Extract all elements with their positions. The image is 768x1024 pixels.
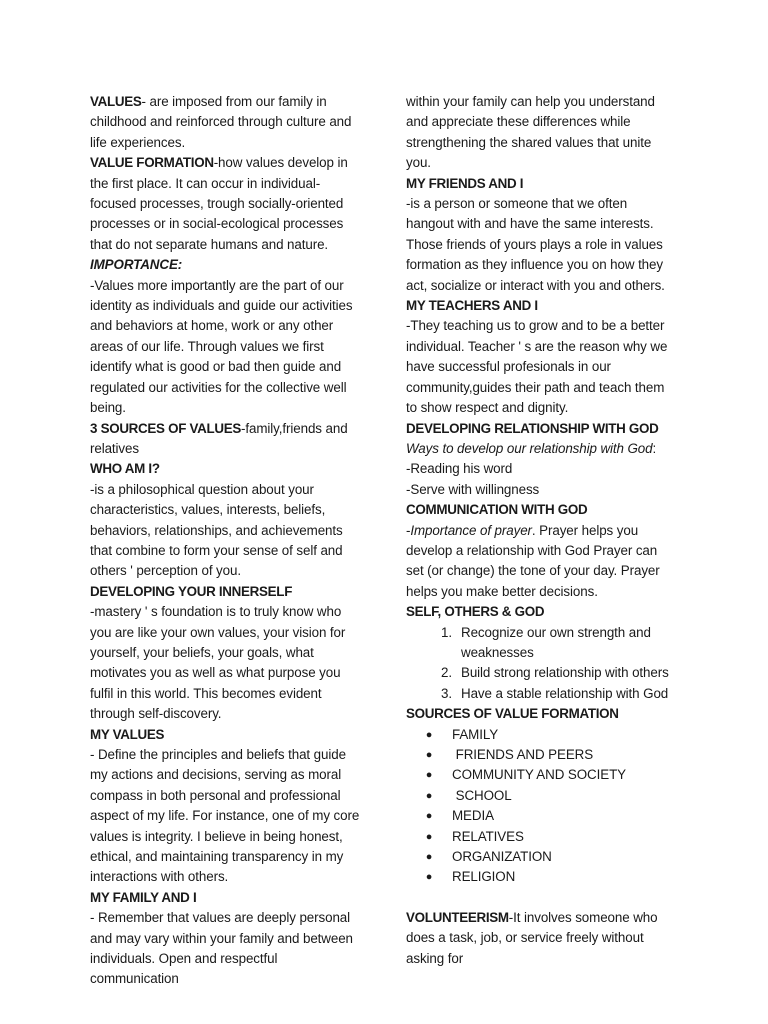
- list-item: [406, 827, 678, 847]
- self-others-god-list: [406, 623, 678, 705]
- sources-heading: 3 SOURCES OF VALUES: [90, 420, 242, 436]
- communication-god-text: [406, 521, 678, 603]
- value-formation-heading: VALUE FORMATION: [90, 155, 214, 171]
- list-item: [406, 867, 678, 887]
- my-values-text: - Define the principles and beliefs that guide my actions and decisions, serving as moral compass in both personal and professional aspect of my life. For instance, one of my core values is integrity. I believe in being honest, ethical, and maintaining transparency in my interactions with others.: [90, 747, 360, 885]
- relationship-god-subheading: [406, 439, 678, 459]
- list-item: [406, 786, 678, 806]
- list-text: RELIGION: [452, 869, 516, 885]
- bullet-icon: ●: [425, 810, 433, 823]
- values-paragraph: [90, 92, 365, 153]
- list-item: [406, 847, 678, 867]
- sources-paragraph: [90, 419, 365, 460]
- bullet-icon: ●: [425, 851, 433, 864]
- my-family-heading: MY FAMILY AND I: [90, 889, 197, 905]
- list-text: ORGANIZATION: [452, 849, 552, 865]
- sources-value-formation-heading: SOURCES OF VALUE FORMATION: [406, 706, 619, 722]
- bullet-icon: ●: [425, 871, 433, 884]
- list-number: 3.: [441, 685, 452, 701]
- value-formation-paragraph: [90, 153, 365, 255]
- spacer: [406, 888, 678, 908]
- bullet-icon: ●: [425, 830, 433, 843]
- values-text: - are imposed from our family in childhood and reinforced through culture and life experiences.: [90, 94, 352, 150]
- comm-italic: Importance of prayer: [410, 522, 532, 538]
- importance-heading: IMPORTANCE:: [90, 257, 183, 273]
- god-item-reading: -Reading his word: [406, 461, 513, 477]
- my-friends-text: -is a person or someone that we often hangout with and have the same interests. Those friends of yours plays a role in values formation as they influence you on how they act, socialize or interact with you and others.: [406, 196, 665, 293]
- bullet-icon: ●: [425, 789, 433, 802]
- my-family-continued-text: within your family can help you understand and appreciate these differences while strengthening the shared values that unite you.: [406, 94, 655, 171]
- list-item: [406, 745, 678, 765]
- list-text: RELATIVES: [452, 828, 524, 844]
- list-number: 2.: [441, 665, 452, 681]
- value-formation-text: -how values develop in the first place. It can occur in individual-focused processes, trough socially-oriented processes or in social-ecological processes that do not separate humans and nature.: [90, 155, 348, 252]
- list-text: Build strong relationship with others: [461, 665, 669, 681]
- innerself-heading: DEVELOPING YOUR INNERSELF: [90, 583, 293, 599]
- who-am-i-heading: WHO AM I?: [90, 461, 160, 477]
- volunteerism-heading: VOLUNTEERISM: [406, 909, 509, 925]
- list-text: SCHOOL: [452, 787, 512, 803]
- list-text: Recognize our own strength and weaknesses: [461, 624, 651, 660]
- bullet-icon: ●: [425, 769, 433, 782]
- list-text: FAMILY: [452, 726, 499, 742]
- ways-colon: :: [652, 440, 657, 456]
- list-item: [406, 765, 678, 785]
- list-number: 1.: [441, 624, 452, 640]
- my-values-heading: MY VALUES: [90, 726, 165, 742]
- list-text: Have a stable relationship with God: [461, 685, 669, 701]
- values-heading: VALUES: [90, 94, 142, 109]
- communication-god-heading: COMMUNICATION WITH GOD: [406, 502, 588, 518]
- list-text: COMMUNITY AND SOCIETY: [452, 767, 626, 783]
- god-item-serve: -Serve with willingness: [406, 481, 540, 497]
- importance-text: -Values more importantly are the part of our identity as individuals and guide our activities and behaviors at home, work or any other areas of our life. Through values we first identify what is good or bad then guide and regulated our activities for the collective well being.: [90, 277, 353, 416]
- list-text: MEDIA: [452, 808, 494, 824]
- relationship-god-heading: DEVELOPING RELATIONSHIP WITH GOD: [406, 420, 659, 436]
- my-friends-heading: MY FRIENDS AND I: [406, 175, 524, 191]
- my-teachers-text: -They teaching us to grow and to be a better individual. Teacher ' s are the reason why we have successful profesionals in our community,guides their path and teach them to show respect and dignity.: [406, 318, 668, 416]
- ways-italic: Ways to develop our relationship with God: [406, 440, 653, 456]
- left-column: [90, 92, 365, 990]
- comm-dash: -: [406, 522, 411, 538]
- my-family-text: - Remember that values are deeply personal and may vary within your family and between individuals. Open and respectful communication: [90, 910, 353, 987]
- comm-body: . Prayer helps you develop a relationship with God Prayer can set (or change) the tone of your day. Prayer helps you make better decisions.: [406, 522, 660, 599]
- right-column: [406, 92, 678, 969]
- innerself-text: -mastery ' s foundation is to truly know who you are like your own values, your vision for yourself, your beliefs, your goals, what motivates you as well as what purpose you fulfil in this world. This becomes evident through self-discovery.: [90, 604, 346, 722]
- list-item: [406, 684, 678, 704]
- list-item: [406, 725, 678, 745]
- bullet-icon: ●: [425, 749, 433, 761]
- volunteerism-text: -It involves someone who does a task, job, or service freely without asking for: [406, 909, 658, 966]
- volunteerism-paragraph: [406, 908, 678, 969]
- who-am-i-text: -is a philosophical question about your characteristics, values, interests, beliefs, behaviors, relationships, and achievements that combine to form your sense of self and others ' perception of you.: [90, 481, 343, 579]
- list-item: [406, 623, 678, 664]
- sources-text: -family,friends and relatives: [90, 420, 348, 456]
- list-item: [406, 663, 678, 683]
- list-text: FRIENDS AND PEERS: [452, 747, 594, 762]
- my-teachers-heading: MY TEACHERS AND I: [406, 298, 538, 314]
- sources-value-formation-list: [406, 725, 678, 888]
- self-others-god-heading: SELF, OTHERS & GOD: [406, 604, 545, 620]
- bullet-icon: ●: [425, 728, 433, 741]
- list-item: [406, 806, 678, 826]
